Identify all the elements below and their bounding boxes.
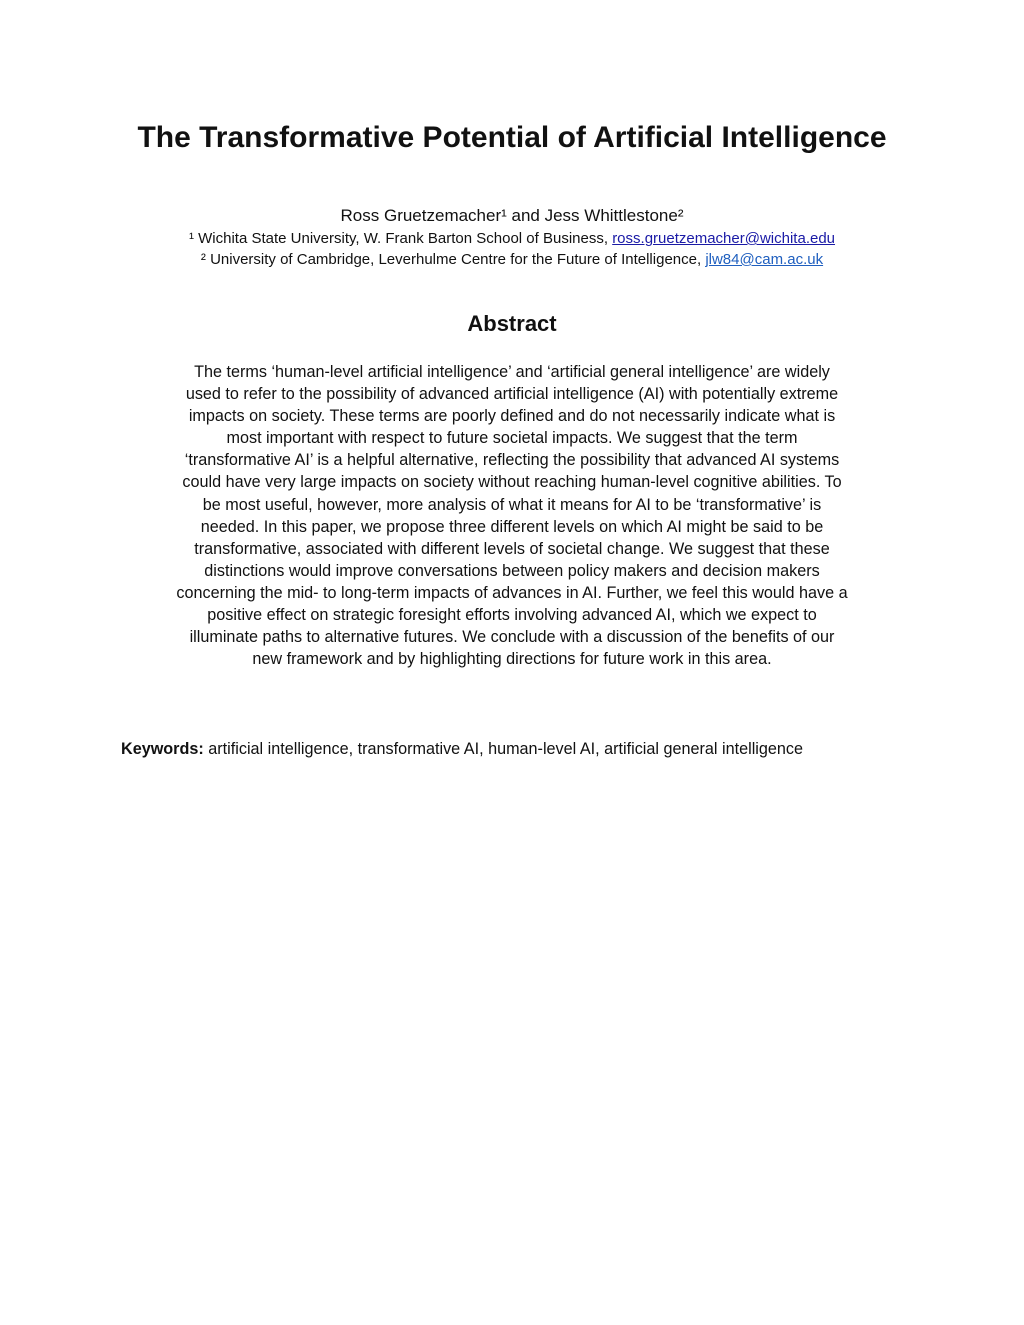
affiliation-2 [0,250,1024,270]
affiliation-2-text: ² University of Cambridge, Leverhulme Centre for the Future of Intelligence, [200,251,706,268]
email-link-whittlestone[interactable]: jlw84@cam.ac.uk [705,251,824,268]
affiliation-1-text: ¹ Wichita State University, W. Frank Barton School of Business, [188,230,613,247]
keywords-label: Keywords: [121,740,204,758]
keywords-line [121,738,921,760]
abstract-heading: Abstract [467,311,557,336]
author-line: Ross Gruetzemacher¹ and Jess Whittlestone² [340,206,684,225]
paper-title: The Transformative Potential of Artificial Intelligence [137,121,887,154]
keywords-list: artificial intelligence, transformative AI, human-level AI, artificial general intelligence [203,740,803,758]
email-link-gruetzemacher[interactable]: ross.gruetzemacher@wichita.edu [612,230,836,247]
abstract-body: The terms ‘human-level artificial intelligence’ and ‘artificial general intelligence’ are widely used to refer to the possibility of advanced artificial intelligence (AI) with potentially extreme impacts on society. These terms are poorly defined and do not necessarily indicate what is most important with respect to future societal impacts. We suggest that the term ‘transformative AI’ is a helpful alternative, reflecting the possibility that advanced AI systems could have very large impacts on society without reaching human-level cognitive abilities. To be most useful, however, more analysis of what it means for AI to be ‘transformative’ is needed. In this paper, we propose three different levels on which AI might be said to be transformative, associated with different levels of societal change. We suggest that these distinctions would improve conversations between policy makers and decision makers concerning the mid- to long-term impacts of advances in AI. Further, we feel this would have a positive effect on strategic foresight efforts involving advanced AI, which we expect to illuminate paths to alternative futures. We conclude with a discussion of the benefits of our new framework and by highlighting directions for future work in this area. [176,363,848,669]
affiliation-1 [0,229,1024,249]
